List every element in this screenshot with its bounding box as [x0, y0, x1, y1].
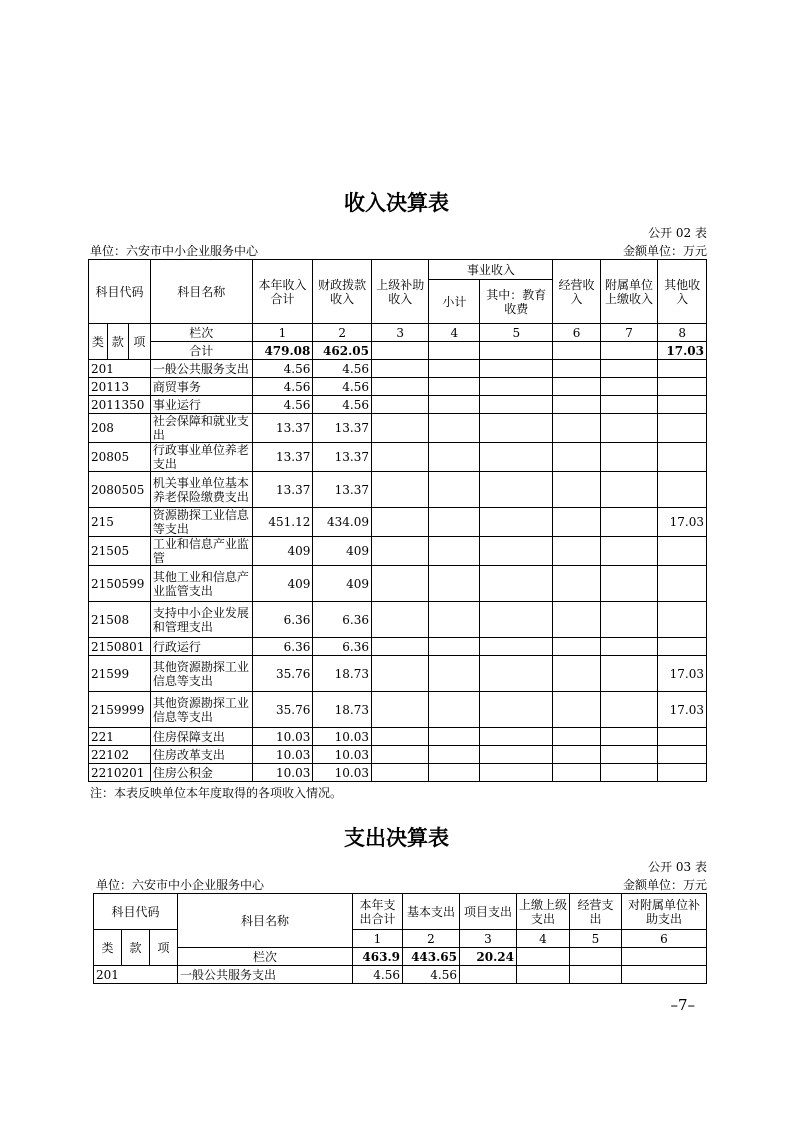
fiscal-income: 13.37 [313, 443, 372, 472]
fiscal-income: 6.36 [313, 602, 372, 638]
total-income: 13.37 [252, 414, 313, 443]
expense-money-unit: 金额单位：万元 [622, 878, 707, 892]
table-row [89, 692, 707, 728]
fiscal-income: 10.03 [313, 728, 372, 746]
subject-name: 工业和信息产业监管 [150, 537, 252, 566]
income-col-num: 8 [658, 324, 707, 342]
subject-name: 商贸事务 [150, 378, 252, 396]
other-income [658, 414, 707, 443]
total-income: 10.03 [252, 764, 313, 782]
fiscal-income: 13.37 [313, 472, 372, 508]
table-row [94, 966, 707, 984]
income-total-label: 合计 [150, 342, 252, 360]
other-income: 17.03 [658, 508, 707, 537]
fiscal-income: 434.09 [313, 508, 372, 537]
other-income: 17.03 [658, 656, 707, 692]
income-col-num: 7 [600, 324, 657, 342]
other-income [658, 638, 707, 656]
subject-code: 2011350 [89, 396, 151, 414]
expense-total-project: 20.24 [460, 948, 517, 966]
fiscal-income: 4.56 [313, 396, 372, 414]
subject-name: 住房保障支出 [150, 728, 252, 746]
expense-title: 支出决算表 [344, 826, 449, 850]
fiscal-income: 13.37 [313, 414, 372, 443]
subject-name: 支持中小企业发展和管理支出 [150, 602, 252, 638]
subject-code: 21508 [89, 602, 151, 638]
table-row [89, 396, 707, 414]
income-table [88, 259, 707, 782]
subject-code: 215 [89, 508, 151, 537]
subject-code: 2150599 [89, 566, 151, 602]
total-income: 13.37 [252, 472, 313, 508]
subject-code: 2150801 [89, 638, 151, 656]
subject-name: 资源勘探工业信息等支出 [150, 508, 252, 537]
table-row [89, 360, 707, 378]
table-row [89, 378, 707, 396]
expense-col-num: 6 [622, 930, 707, 948]
subject-code: 21505 [89, 537, 151, 566]
total-income: 409 [252, 566, 313, 602]
subject-code: 20805 [89, 443, 151, 472]
expense-header-subject-name: 科目名称 [178, 894, 353, 948]
income-header-other: 其他收入 [658, 260, 707, 324]
fiscal-income: 10.03 [313, 746, 372, 764]
expense-col-num: 4 [517, 930, 570, 948]
expense-total-basic: 443.65 [403, 948, 460, 966]
subject-code: 208 [89, 414, 151, 443]
subject-code: 2080505 [89, 472, 151, 508]
other-income [658, 537, 707, 566]
expense-header-project: 项目支出 [460, 894, 517, 930]
subject-code: 201 [89, 360, 151, 378]
total-income: 10.03 [252, 746, 313, 764]
fiscal-income: 4.56 [313, 378, 372, 396]
other-income [658, 472, 707, 508]
expense-unit: 单位：六安市中小企业服务中心 [96, 878, 265, 892]
fiscal-income: 409 [313, 537, 372, 566]
subject-code: 22102 [89, 746, 151, 764]
income-header-total: 本年收入合计 [252, 260, 313, 324]
income-header-superior: 上级补助收入 [371, 260, 428, 324]
subject-name: 其他工业和信息产业监管支出 [150, 566, 252, 602]
fiscal-income: 4.56 [313, 360, 372, 378]
other-income [658, 764, 707, 782]
table-row [89, 638, 707, 656]
project-expense [460, 966, 517, 984]
income-col-num: 4 [429, 324, 480, 342]
basic-expense: 4.56 [403, 966, 460, 984]
subject-name: 行政事业单位养老支出 [150, 443, 252, 472]
total-expense: 4.56 [353, 966, 403, 984]
fiscal-income: 18.73 [313, 692, 372, 728]
income-col-num: 2 [313, 324, 372, 342]
total-income: 35.76 [252, 692, 313, 728]
subject-code: 2159999 [89, 692, 151, 728]
income-header-kuan: 款 [107, 324, 128, 360]
total-income: 6.36 [252, 602, 313, 638]
table-row [89, 414, 707, 443]
income-header-edu: 其中：教育收费 [480, 280, 553, 324]
other-income: 17.03 [658, 692, 707, 728]
income-header-business: 事业收入 [429, 260, 553, 280]
other-income [658, 360, 707, 378]
total-income: 13.37 [252, 443, 313, 472]
income-column-index-label: 栏次 [150, 324, 252, 342]
income-header-operating: 经营收入 [553, 260, 601, 324]
subject-name: 住房改革支出 [150, 746, 252, 764]
subject-name: 社会保障和就业支出 [150, 414, 252, 443]
subject-code: 201 [94, 966, 178, 984]
expense-col-num: 2 [403, 930, 460, 948]
income-total-fiscal: 462.05 [313, 342, 372, 360]
expense-header-subject-code: 科目代码 [94, 894, 178, 930]
income-col-num: 5 [480, 324, 553, 342]
total-income: 4.56 [252, 396, 313, 414]
total-income: 409 [252, 537, 313, 566]
fiscal-income: 409 [313, 566, 372, 602]
subject-name: 一般公共服务支出 [150, 360, 252, 378]
subject-name: 其他资源勘探工业信息等支出 [150, 656, 252, 692]
income-header-affiliated: 附属单位上缴收入 [600, 260, 657, 324]
fiscal-income: 18.73 [313, 656, 372, 692]
income-col-num: 6 [553, 324, 601, 342]
total-income: 4.56 [252, 360, 313, 378]
expense-header-subsidy: 对附属单位补助支出 [622, 894, 707, 930]
subject-name: 机关事业单位基本养老保险缴费支出 [150, 472, 252, 508]
other-income [658, 443, 707, 472]
table-row [89, 537, 707, 566]
subject-code: 2210201 [89, 764, 151, 782]
expense-table [93, 893, 707, 984]
income-header-subject-name: 科目名称 [150, 260, 252, 324]
subject-name: 事业运行 [150, 396, 252, 414]
subject-code: 221 [89, 728, 151, 746]
income-unit: 单位：六安市中小企业服务中心 [90, 244, 259, 258]
expense-header-total: 本年支出合计 [353, 894, 403, 930]
expense-col-num: 5 [570, 930, 622, 948]
expense-header-basic: 基本支出 [403, 894, 460, 930]
expense-header-xiang: 项 [150, 930, 178, 966]
expense-table-code: 公开 03 表 [648, 860, 707, 874]
expense-total-sum: 463.9 [353, 948, 403, 966]
income-header-lei: 类 [89, 324, 108, 360]
subject-name: 其他资源勘探工业信息等支出 [150, 692, 252, 728]
other-income [658, 566, 707, 602]
page-number: –7– [670, 996, 695, 1014]
income-note: 注：本表反映单位本年度取得的各项收入情况。 [90, 786, 343, 800]
other-income [658, 728, 707, 746]
income-header-fiscal: 财政拨款收入 [313, 260, 372, 324]
income-total-sum: 479.08 [252, 342, 313, 360]
income-header-subtotal: 小计 [429, 280, 480, 324]
income-header-subject-code: 科目代码 [89, 260, 151, 324]
subject-name: 住房公积金 [150, 764, 252, 782]
expense-col-num: 3 [460, 930, 517, 948]
income-col-num: 3 [371, 324, 428, 342]
expense-col-num: 1 [353, 930, 403, 948]
subject-name: 一般公共服务支出 [178, 966, 353, 984]
fiscal-income: 6.36 [313, 638, 372, 656]
income-money-unit: 金额单位：万元 [622, 244, 707, 258]
total-income: 451.12 [252, 508, 313, 537]
income-total-other: 17.03 [658, 342, 707, 360]
subject-code: 21599 [89, 656, 151, 692]
total-income: 35.76 [252, 656, 313, 692]
total-income: 10.03 [252, 728, 313, 746]
table-row [89, 602, 707, 638]
income-col-num: 1 [252, 324, 313, 342]
table-row [89, 508, 707, 537]
expense-header-lei: 类 [94, 930, 122, 966]
total-income: 6.36 [252, 638, 313, 656]
subject-name: 行政运行 [150, 638, 252, 656]
other-income [658, 378, 707, 396]
income-table-code: 公开 02 表 [648, 226, 707, 240]
table-row [89, 764, 707, 782]
table-row [89, 443, 707, 472]
table-row [89, 472, 707, 508]
fiscal-income: 10.03 [313, 764, 372, 782]
other-income [658, 396, 707, 414]
expense-header-kuan: 款 [122, 930, 150, 966]
income-header-xiang: 项 [128, 324, 150, 360]
table-row [89, 656, 707, 692]
expense-column-index-label: 栏次 [178, 948, 353, 966]
other-income [658, 746, 707, 764]
expense-header-operating: 经营支出 [570, 894, 622, 930]
total-income: 4.56 [252, 378, 313, 396]
subject-code: 20113 [89, 378, 151, 396]
income-title: 收入决算表 [344, 191, 449, 215]
table-row [89, 566, 707, 602]
expense-header-turnover: 上缴上级支出 [517, 894, 570, 930]
table-row [89, 746, 707, 764]
other-income [658, 602, 707, 638]
table-row [89, 728, 707, 746]
